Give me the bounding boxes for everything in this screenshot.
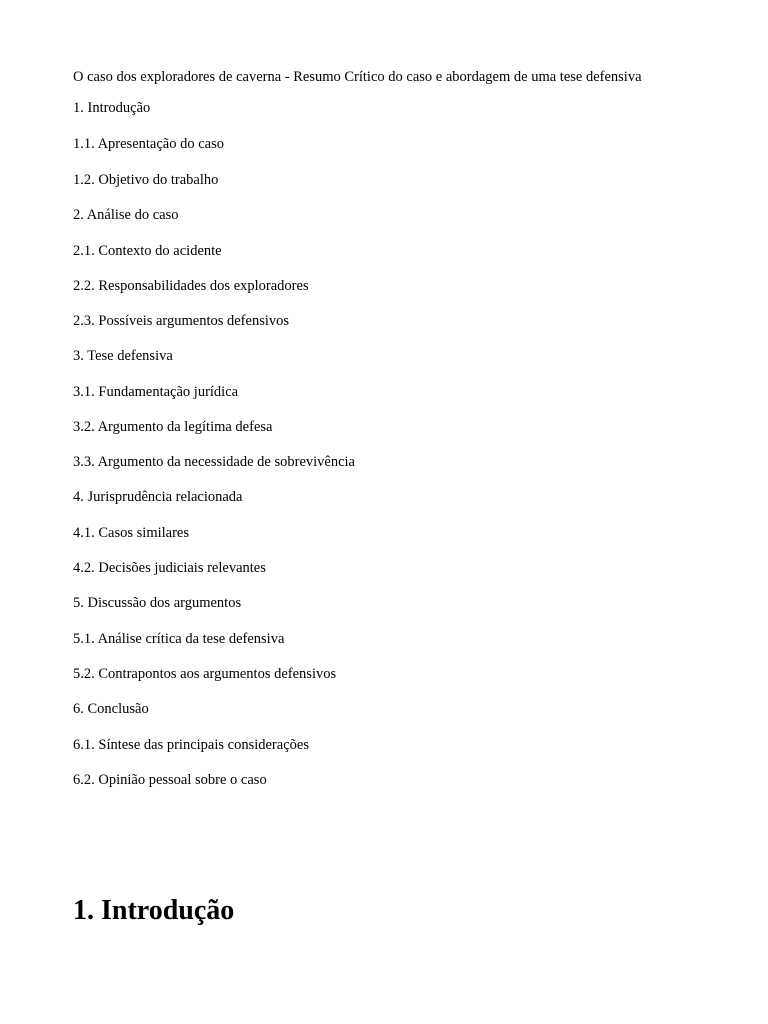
section-heading: 1. Introdução <box>73 895 235 926</box>
toc-item: 4.2. Decisões judiciais relevantes <box>73 560 266 576</box>
toc-item: 2.2. Responsabilidades dos exploradores <box>73 278 309 294</box>
toc-item: 5.2. Contrapontos aos argumentos defensivos <box>73 666 337 682</box>
toc-item: 3.1. Fundamentação jurídica <box>73 384 239 400</box>
toc-item: 4.1. Casos similares <box>73 525 189 541</box>
toc-item: 6. Conclusão <box>73 701 149 717</box>
toc-item: 1.2. Objetivo do trabalho <box>73 172 219 188</box>
toc-item: 2.1. Contexto do acidente <box>73 243 222 259</box>
toc-item: 6.2. Opinião pessoal sobre o caso <box>73 772 267 788</box>
toc-item: 1.1. Apresentação do caso <box>73 136 224 152</box>
toc-item: 2. Análise do caso <box>73 207 179 223</box>
toc-item: 5. Discussão dos argumentos <box>73 595 242 611</box>
toc-item: 6.1. Síntese das principais considerações <box>73 737 309 753</box>
toc-item: 2.3. Possíveis argumentos defensivos <box>73 313 290 329</box>
document-title: O caso dos exploradores de caverna - Resumo Crítico do caso e abordagem de uma tese defensiva <box>73 69 642 85</box>
toc-item: 3.2. Argumento da legítima defesa <box>73 419 273 435</box>
toc-item: 4. Jurisprudência relacionada <box>73 489 243 505</box>
toc-item: 3.3. Argumento da necessidade de sobrevivência <box>73 454 355 470</box>
toc-item: 5.1. Análise crítica da tese defensiva <box>73 631 285 647</box>
toc-item: 3. Tese defensiva <box>73 348 173 364</box>
toc-item: 1. Introdução <box>73 100 151 116</box>
